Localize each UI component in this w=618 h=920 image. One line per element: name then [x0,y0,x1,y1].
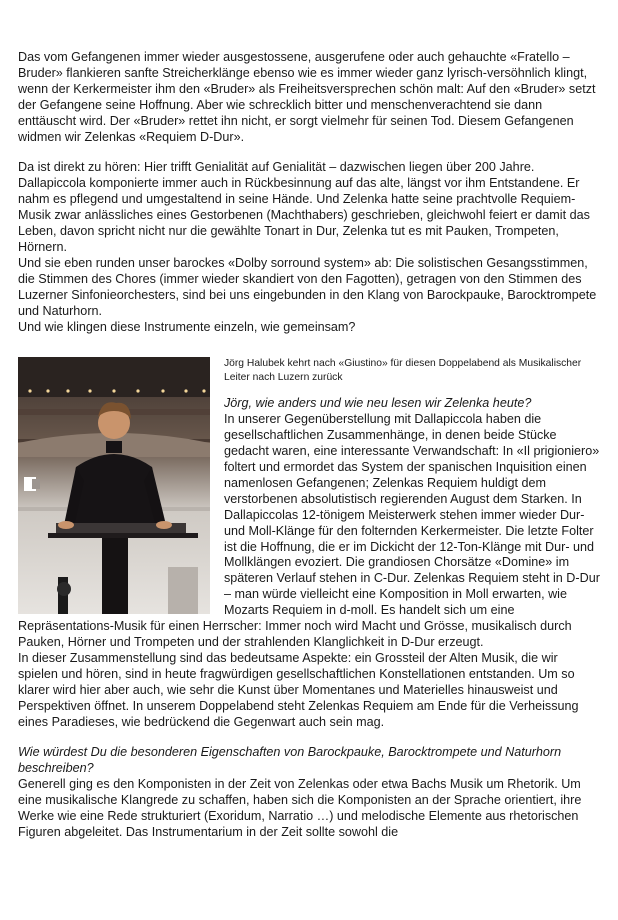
answer-2: Generell ging es den Komponisten in der Zeit von Zelenkas oder etwa Bachs Musik um Rhetorik. Um eine musikalische Klangrede zu schaffen, haben sich die Komponisten an der Sprache orientiert, ihre Werke wie eine Rede strukturiert (Exoridum, Narratio …) und melodische Elemente aus rhetorischen Figuren abgeleitet. Das Instrumentarium in der Zeit sollte sowohl die [18,777,582,839]
photo-caption: Jörg Halubek kehrt nach «Giustino» für diesen Doppelabend als Musikalischer Leiter nach Luzern zurück [224,358,582,384]
conductor-photo [18,357,210,614]
answer-1-paragraph-1: In unserer Gegenüberstellung mit Dallapiccola haben die gesellschaftlichen Zusammenhänge, in denen beide Stücke gedacht waren, eine interessante Verwandschaft: In «Il prigioniero» foltert und ermordet das System der spanischen Inquisition einen namenlosen Gefangenen; Zelenkas Requiem huldigt dem verstorbenen absolutistisch regierenden August dem Starken. In Dallapiccolas 12-tönigem Meisterwerk stehen immer wieder Dur- und Moll-Klänge für den folternden Kerkermeister. Die letzte Folter ist die Hoffnung, die er im Dickicht der 12-Ton-Klänge mit Dur- und Mollklängen evoziert. Die grandiosen Chorsätze «Domine» im späteren Verlauf stehen in C-Dur. Zelenkas Requiem steht in D-Dur – man würde vielleicht eine Komposition in Moll erwarten, wie Mozarts Requiem in d-moll. Es handelt sich um eine Repräsentations-Musik für einen Herrscher: Immer noch wird Macht und Grösse, musikalisch durch Pauken, Hörner und Trompeten und der strahlenden Klanglichkeit in D-Dur erzeugt. [18,412,600,649]
question-2: Wie würdest Du die besonderen Eigenschaften von Barockpauke, Barocktrompete und Naturhorn beschreiben? [18,745,562,776]
intro-paragraph-3: Und sie eben runden unser barockes «Dolby sorround system» ab: Die solistischen Gesangsstimmen, die Stimmen des Chores (immer wieder skandiert von den Fagotten), getragen von den Stimmen des Luzerner Sinfonieorchesters, sind bei uns eingebunden in den Klang von Barockpauke, Barocktrompete und Naturhorn. [18,255,597,318]
answer-1-paragraph-2: In dieser Zusammenstellung sind das bedeutsame Aspekte: ein Grossteil der Alten Musik, die wir spielen und hören, sind in heute fragwürdigen gesellschaftlichen Konstellationen entstanden. Um so klarer wird hier aber auch, wie sehr die Kunst über Momentanes und Materielles hinausweist und Perspektiven öffnet. In unserem Doppelabend steht Zelenkas Requiem am Ende für die Verheissung eines Paradieses, wie bedrückend die Gegenwart auch sein mag. [18,650,579,729]
intro-paragraph-1: Das vom Gefangenen immer wieder ausgestossene, ausgerufene oder auch gehauchte «Fratello – Bruder» flankieren sanfte Streicherklänge ebenso wie es immer wieder ganz lyrisch-versöhnlich klingt, wenn der Kerkermeister ihm den «Bruder» als Freiheitsversprechen schön malt: Auf den «Bruder» setzt der Gefangene seine Hoffnung. Aber wie schrecklich bitter und menschenverachtend sie dann enttäuscht wird. Der «Bruder» rettet ihn nicht, er sorgt vielmehr für seinen Tod. Diesem Gefangenen widmen wir Zelenkas «Requiem D-Dur». [18,50,596,144]
conductor-photo-image [18,357,210,614]
interview-section [18,357,600,840]
article [18,50,600,841]
intro-paragraph-2: Da ist direkt zu hören: Hier trifft Genialität auf Genialität – dazwischen liegen über 200 Jahre. Dallapiccola komponierte immer auch in Rückbesinnung auf das alte, längst vor ihm Entstandene. Er nahm es pflegend und umgestaltend in seine Hände. Und Zelenka hatte seine prachtvolle Requiem-Musik zwar anlässliches eines Gestorbenen (Machthabers) geschrieben, gleichwohl feiert er damit das Leben, davon spricht nicht nur die gewählte Tonart in Dur, Zelenka tut es mit Pauken, Trompeten, Hörnern. [18,160,590,254]
intro-paragraph-4: Und wie klingen diese Instrumente einzeln, wie gemeinsam? [18,319,356,334]
question-1: Jörg, wie anders und wie neu lesen wir Zelenka heute? [224,396,532,411]
